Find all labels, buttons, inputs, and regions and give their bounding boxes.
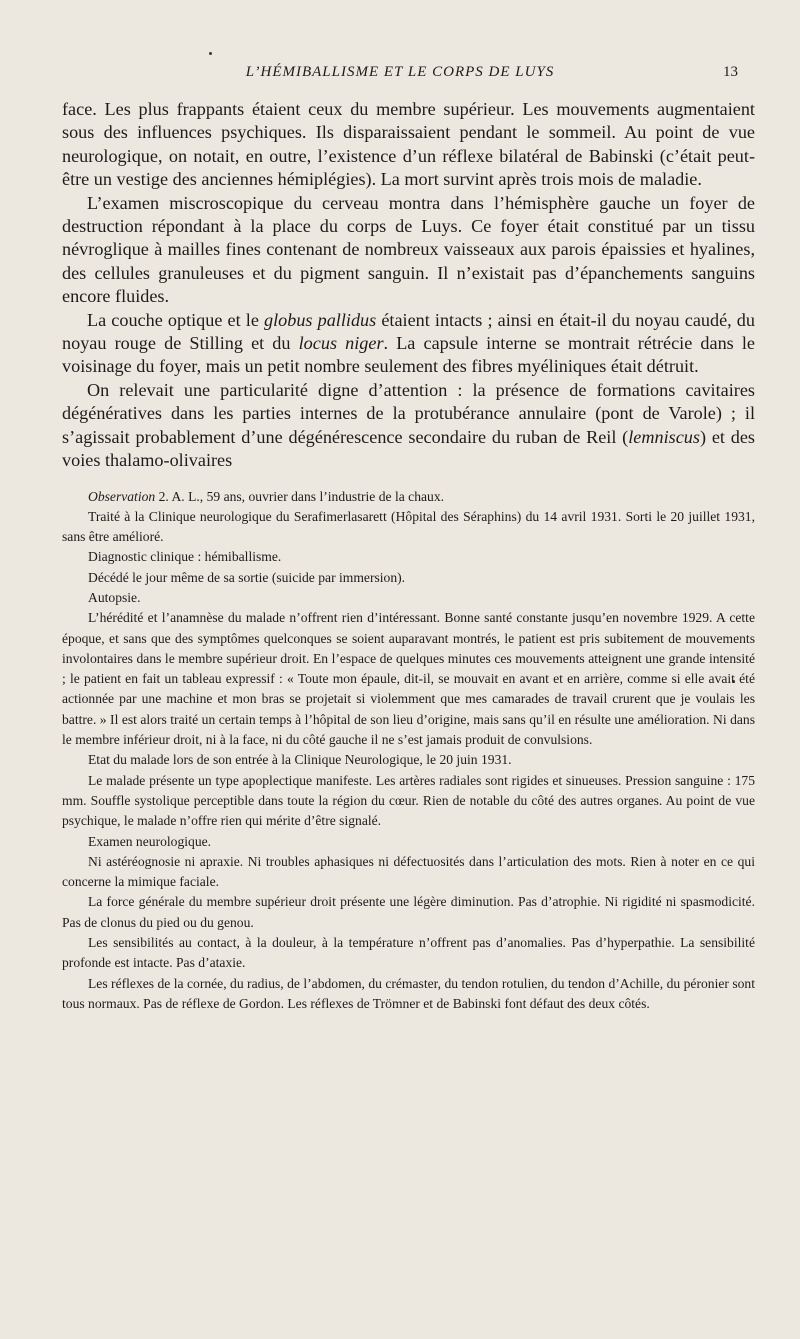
main-text <box>62 98 755 473</box>
observation-paragraph: Diagnostic clinique : hémiballisme. <box>88 549 282 565</box>
observation-paragraph: Etat du malade lors de son entrée à la Clinique Neurologique, le 20 juin 1931. <box>88 752 512 768</box>
observation-paragraph: Traité à la Clinique neurologique du Serafimerlasarett (Hôpital des Séraphins) du 14 avril 1931. Sorti le 20 juillet 1931, sans être amélioré. <box>62 508 755 545</box>
italic-term: globus pallidus <box>264 309 377 330</box>
paragraph <box>62 309 755 379</box>
speck-mark <box>209 52 212 55</box>
text-run: On relevait une particularité digne d’attention : la présence de formations cavitaires dégénératives dans les parties internes de la protubérance annulaire (pont de Varole) ; il s’agissait probablement d’une dégénérescence secondaire du ruban de Reil ( <box>62 379 755 447</box>
observation-title: Observation <box>88 488 156 504</box>
text-run: étaient intacts ; ainsi en était-il du noyau caudé, du noyau rouge de Stilling et du <box>62 309 755 354</box>
text-run: La couche optique et le <box>87 309 264 330</box>
observation-paragraph: Ni astéréognosie ni apraxie. Ni troubles aphasiques ni défectuosités dans l’articulation des mots. Rien à noter en ce qui concerne la mimique faciale. <box>62 853 755 890</box>
observation-paragraph: Décédé le jour même de sa sortie (suicide par immersion). <box>88 569 406 585</box>
observation-paragraph: L’hérédité et l’anamnèse du malade n’offrent rien d’intéressant. Bonne santé constante jusqu’en novembre 1929. A cette époque, et sans que des symptômes quelconques se soient auparavant montrés, le patient est pris subitement de mouvements involontaires dans le membre supérieur droit. En l’espace de quelques minutes ces mouvements atteignent une grande intensité ; le patient en fait un tableau expressif : « Toute mon épaule, dit-il, se mouvait en avant et en arrière, comme si elle avait été actionnée par une machine et mon bras se projetait si violemment que mes camarades de travail crurent que je voulais les battre. » Il est alors traité un certain temps à l’hôpital de son lieu d’origine, mais sans qu’il en résulte une amélioration. Ni dans le membre inférieur droit, ni à la face, ni du côté gauche il ne s’est jamais produit de convulsions. <box>62 610 755 748</box>
observation-paragraph: Le malade présente un type apoplectique manifeste. Les artères radiales sont rigides et sinueuses. Pression sanguine : 175 mm. Souffle systolique perceptible dans toute la région du cœur. Rien de notable du côté des autres organes. Au point de vue psychique, le malade n’offre rien qui mérite d’être signalé. <box>62 772 755 829</box>
italic-term: locus niger <box>298 333 384 354</box>
page-header <box>0 64 800 84</box>
paragraph <box>62 379 755 473</box>
observation-paragraph: La force générale du membre supérieur droit présente une légère diminution. Pas d’atrophie. Ni rigidité ni spasmodicité. Pas de clonus du pied ou du genou. <box>62 894 755 930</box>
text-run: . La capsule interne se montrait rétrécie dans le voisinage du foyer, mais un petit nombre seulement des fibres myéliniques était détruit. <box>62 333 755 377</box>
page-number: 13 <box>723 64 738 80</box>
observation-paragraph: Autopsie. <box>88 589 141 605</box>
observation-paragraph: Les réflexes de la cornée, du radius, de l’abdomen, du crémaster, du tendon rotulien, du tendon d’Achille, du péronier sont tous normaux. Pas de réflexe de Gordon. Les réflexes de Trömner et de Babinski font défaut des deux côtés. <box>62 975 755 1011</box>
observation-paragraph: Examen neurologique. <box>88 833 212 849</box>
observation-intro: 2. A. L., 59 ans, ouvrier dans l’industrie de la chaux. <box>155 488 445 504</box>
body-text <box>62 98 755 1014</box>
text-run: ) et des voies thalamo-olivaires <box>62 426 755 471</box>
paragraph <box>62 98 755 192</box>
observation-heading <box>62 487 755 507</box>
running-title: L’HÉMIBALLISME ET LE CORPS DE LUYS <box>245 64 555 80</box>
observation-section <box>62 487 755 1015</box>
text-run: face. Les plus frappants étaient ceux du membre supérieur. Les mouvements augmentaient sous des influences psychiques. Ils disparaissaient pendant le sommeil. Au point de vue neurologique, on notait, en outre, l’existence d’un réflexe bilatéral de Babinski (c’était peut-être un vestige des anciennes hémiplégies). La mort survint après trois mois de maladie. <box>62 99 755 190</box>
paragraph <box>62 192 755 309</box>
observation-paragraph: Les sensibilités au contact, à la douleur, à la température n’offrent pas d’anomalies. Pas d’hyperpathie. La sensibilité profonde est intacte. Pas d’ataxie. <box>62 935 755 971</box>
text-run: L’examen miscroscopique du cerveau montra dans l’hémisphère gauche un foyer de destruction répondant à la place du corps de Luys. Ce foyer était constitué par un tissu névroglique à mailles fines contenant de nombreux vaisseaux aux parois épaissies et hyalines, des cellules granuleuses et du pigment sanguin. Il n’existait pas d’épanchements sanguins encore fluides. <box>62 192 755 307</box>
italic-term: lemniscus <box>628 426 700 447</box>
